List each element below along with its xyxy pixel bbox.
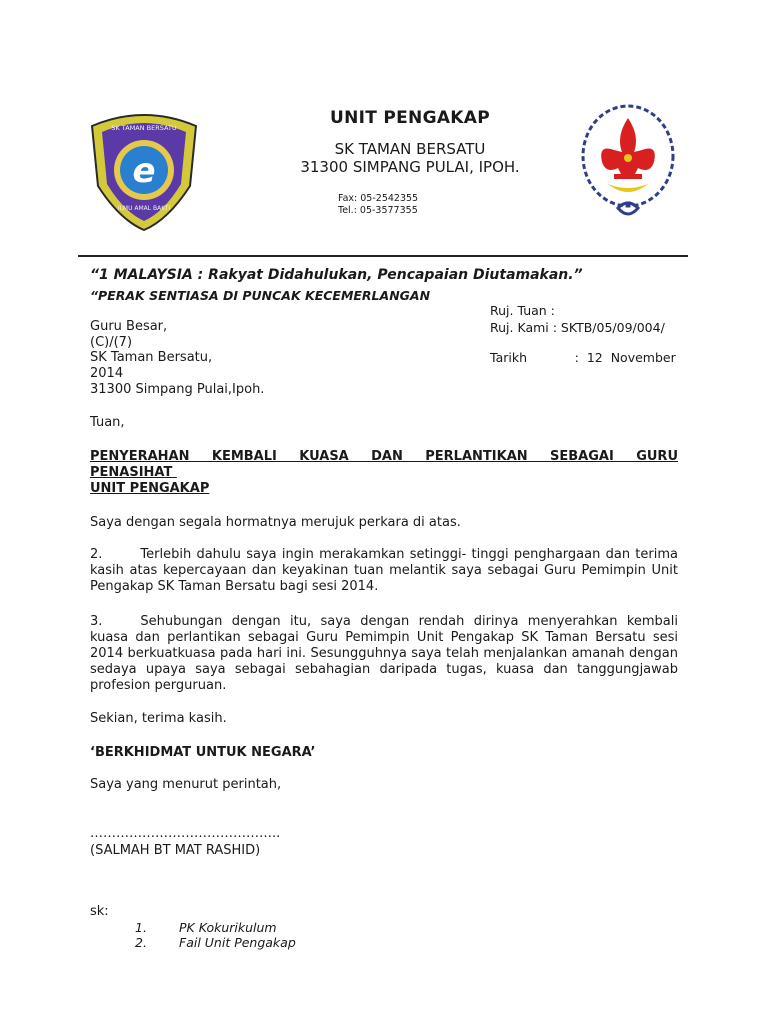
closing-thanks: Sekian, terima kasih. bbox=[90, 711, 227, 726]
unit-title: UNIT PENGAKAP bbox=[330, 108, 490, 128]
cc-item-1-text: PK Kokurikulum bbox=[179, 920, 277, 935]
tel-number: Tel.: 05-3577355 bbox=[338, 205, 418, 216]
school-name: SK TAMAN BERSATU bbox=[334, 140, 486, 158]
ref-ruj-tuan: Ruj. Tuan : bbox=[490, 303, 555, 318]
recipient-line4: 2014 bbox=[90, 366, 124, 381]
subject-line2: PENASIHAT bbox=[90, 465, 177, 480]
paragraph-1: Saya dengan segala hormatnya merujuk perkara di atas. bbox=[90, 515, 461, 530]
recipient-line3: SK Taman Bersatu, bbox=[90, 350, 213, 365]
motto-perak: “PERAK SENTIASA DI PUNCAK KECEMERLANGAN bbox=[90, 288, 431, 303]
school-address: 31300 SIMPANG PULAI, IPOH. bbox=[300, 158, 520, 176]
paragraph-3 bbox=[90, 614, 678, 694]
closing-slogan: ‘BERKHIDMAT UNTUK NEGARA’ bbox=[90, 745, 316, 760]
paragraph-3-text: Sehubungan dengan itu, saya dengan rendah dirinya menyerahkan kembali kuasa dan perlantikan sebagai Guru Pemimpin Unit Pengakap SK Taman Bersatu sesi 2014 berkuatkuasa pada hari ini. Sesungguhnya saya telah menjalankan amanah dengan sedaya upaya saya sebagai sebahagian daripada tugas, kuasa dan tanggungjawab profesion perguruan. bbox=[90, 614, 678, 693]
cc-item-1-number: 1. bbox=[135, 920, 147, 935]
svg-text:ILMU AMAL BAKTI: ILMU AMAL BAKTI bbox=[117, 205, 171, 212]
cc-item-2-number: 2. bbox=[135, 935, 147, 950]
paragraph-2 bbox=[90, 547, 678, 595]
salutation: Tuan, bbox=[90, 415, 125, 430]
cc-item-2-text: Fail Unit Pengakap bbox=[179, 935, 296, 950]
signatory-name: (SALMAH BT MAT RASHID) bbox=[90, 843, 261, 858]
recipient-line5: 31300 Simpang Pulai,Ipoh. bbox=[90, 382, 265, 397]
signature-dots: …………………………………….. bbox=[90, 826, 281, 841]
ref-ruj-kami: Ruj. Kami : SKTB/05/09/004/ bbox=[490, 320, 665, 335]
svg-text:SK TAMAN BERSATU: SK TAMAN BERSATU bbox=[111, 124, 177, 132]
subject-line3: UNIT PENGAKAP bbox=[90, 481, 210, 496]
cc-label: sk: bbox=[90, 904, 109, 919]
paragraph-2-number: 2. bbox=[90, 547, 103, 562]
ref-tarikh: Tarikh : 12 November bbox=[490, 350, 676, 365]
motto-1malaysia: “1 MALAYSIA : Rakyat Didahulukan, Pencapaian Diutamakan.” bbox=[90, 267, 583, 283]
paragraph-2-text: Terlebih dahulu saya ingin merakamkan setinggi- tinggi penghargaan dan terima kasih atas kepercayaan dan keyakinan tuan melantik saya sebagai Guru Pemimpin Unit Pengakap SK Taman Bersatu bagi sesi 2014. bbox=[90, 547, 678, 594]
paragraph-3-number: 3. bbox=[90, 614, 103, 629]
fax-number: Fax: 05-2542355 bbox=[338, 193, 419, 204]
recipient-line1: Guru Besar, bbox=[90, 319, 168, 334]
school-crest-logo bbox=[86, 108, 202, 232]
svg-text:e: e bbox=[132, 151, 156, 191]
closing-order: Saya yang menurut perintah, bbox=[90, 777, 282, 792]
header-divider bbox=[78, 255, 688, 257]
subject-line1: PENYERAHAN KEMBALI KUASA DAN PERLANTIKAN SEBAGAI GURU bbox=[90, 449, 678, 464]
recipient-line2: (C)/(7) bbox=[90, 335, 133, 350]
